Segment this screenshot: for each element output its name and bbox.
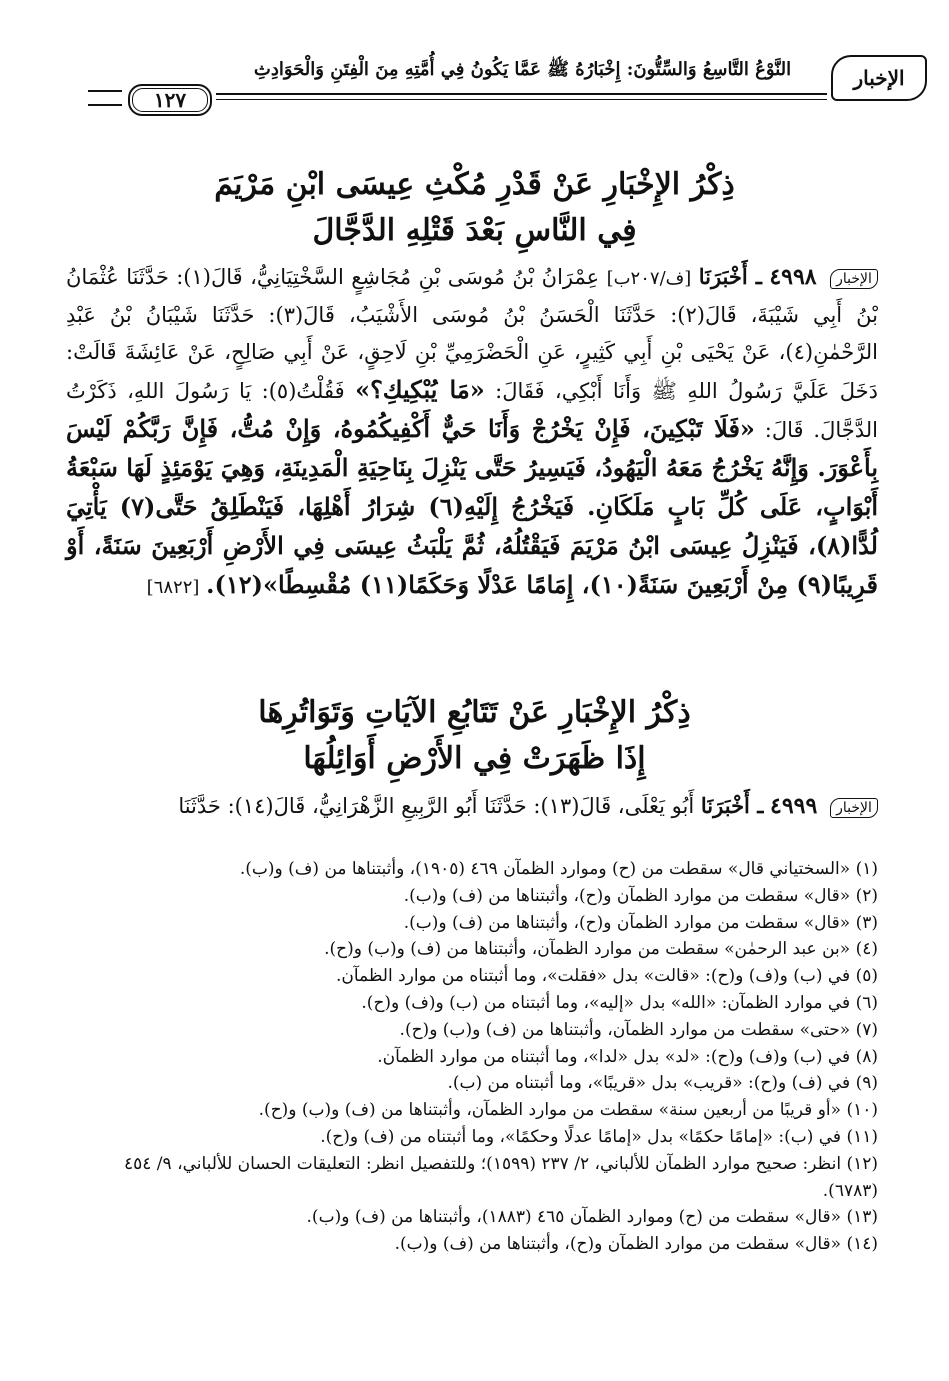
- footnotes: [66, 856, 878, 1258]
- footnote: (١٣) «قال» سقطت من (ح) وموارد الظمآن ٤٦٥ (١٨٨٣)، وأثبتناها من (ف) و(ب).: [306, 1207, 878, 1228]
- footnote: (١٢) انظر: صحيح موارد الظمآن للألباني، ٢/ ٢٣٧ (١٥٩٩)؛ وللتفصيل انظر: التعليقات الحسان للألباني، ٩/ ٤٥٤ (٦٧٨٣).: [123, 1153, 878, 1201]
- footnote: (٥) في (ب) و(ف) و(ح): «قالت» بدل «فقلت»، وما أثبتناه من موارد الظمآن.: [335, 966, 878, 987]
- footnote: (٩) في (ف) و(ح): «قريب» بدل «قريبًا»، وما أثبتناه من (ب).: [447, 1073, 878, 1094]
- matn-quote: «مَا يُبْكِيكِ؟»: [355, 375, 485, 404]
- footnote: (٨) في (ب) و(ف) و(ح): «لد» بدل «لدا»، وما أثبتناه من موارد الظمآن.: [377, 1046, 878, 1067]
- hadith-badge: الإخبار: [830, 798, 878, 818]
- footnote: (١٤) «قال» سقطت من موارد الظمآن و(ح)، وأثبتناها من (ف) و(ب).: [394, 1234, 878, 1255]
- hadith-ref: [٦٨٢٢]: [146, 577, 200, 598]
- page-number: ١٢٧: [128, 84, 212, 116]
- footnote: (٣) «قال» سقطت من موارد الظمآن و(ح)، وأثبتناها من (ف) و(ب).: [403, 912, 878, 933]
- header-rule: [216, 99, 827, 100]
- footnote: (١٠) «أو قريبًا من أربعين سنة» سقطت من موارد الظمآن، وأثبتناها من (ف) و(ب) و(ح).: [258, 1100, 878, 1121]
- hadith-text: [66, 258, 878, 606]
- hadith-badge: الإخبار: [830, 269, 878, 289]
- header-rule: [216, 93, 827, 95]
- isnad: أَبُو يَعْلَى، قَالَ(١٣): حَدَّثَنَا أَبُو الرَّبِيعِ الزَّهْرَانِيُّ، قَالَ(١٤): حَدَّثَنَا: [178, 794, 695, 818]
- heading-line: ذِكْرُ الإِخْبَارِ عَنْ قَدْرِ مُكْثِ عِيسَى ابْنِ مَرْيَمَ: [214, 167, 735, 202]
- footnote: (١) «السختياني قال» سقطت من (ح) وموارد الظمآن ٤٦٩ (١٩٠٥)، وأثبتناها من (ف) و(ب).: [239, 859, 878, 879]
- manuscript-ref: [ف/٢٠٧ب]: [606, 268, 692, 289]
- hadith-lead: ـ أَخْبَرَنَا: [700, 793, 764, 818]
- heading-line: فِي النَّاسِ بَعْدَ قَتْلِهِ الدَّجَّالَ: [312, 213, 637, 248]
- chapter-heading: [100, 162, 849, 254]
- heading-line: إِذَا ظَهَرَتْ فِي الأَرْضِ أَوَائِلُهَا: [303, 741, 646, 776]
- footnote: (٦) في موارد الظمآن: «الله» بدل «إليه»، وما أثبتناه من (ب) و(ف) و(ح).: [361, 992, 878, 1013]
- footnote: (٤) «بن عبد الرحمٰن» سقطت من موارد الظمآن، وأثبتناها من (ف) و(ب) و(ح).: [324, 939, 878, 960]
- hadith-number: ٤٩٩٩: [770, 793, 818, 819]
- section-badge: الإخبار: [831, 55, 927, 101]
- isnad: عِمْرَانُ بْنُ مُوسَى بْنِ مُجَاشِعٍ السَّخْتِيَانِيُّ، قَالَ(١): حَدَّثَنَا عُثْمَانُ بْنُ أَبِي شَيْبَةَ، قَالَ(٢): حَدَّثَنَا الْحَسَنُ بْنُ مُوسَى الأَشْيَبُ، قَالَ(٣): حَدَّثَنَا شَيْبَانُ بْنُ عَبْدِ الرَّحْمٰنِ(٤)، عَنْ يَحْيَى بْنِ أَبِي كَثِيرٍ، عَنِ الْحَضْرَمِيِّ بْنِ لَاحِقٍ، عَنْ أَبِي صَالِحٍ، عَنْ عَائِشَةَ قَالَتْ:: [66, 265, 878, 364]
- heading-line: ذِكْرُ الإِخْبَارِ عَنْ تَتَابُعِ الآيَاتِ وَتَوَاتُرِهَا: [258, 695, 691, 730]
- page-header: [88, 58, 927, 112]
- hadith-number: ٤٩٩٨: [769, 264, 817, 290]
- hadith-lead: ـ أَخْبَرَنَا: [698, 264, 762, 289]
- header-ornament: [88, 90, 122, 106]
- footnote: (٧) «حتى» سقطت من موارد الظمآن، وأثبتناها من (ف) و(ب) و(ح).: [399, 1019, 878, 1040]
- matn-quote: «فَلَا تَبْكِينَ، فَإِنْ يَخْرُجْ وَأَنَا حَيٌّ أَكْفِيكُمُوهُ، وَإِنْ مُتُّ، فَإِنَّ رَبَّكُمْ لَيْسَ بِأَعْوَرَ. وَإِنَّهُ يَخْرُجُ مَعَهُ الْيَهُودُ، فَيَسِيرُ حَتَّى يَنْزِلَ بِنَاحِيَةِ الْمَدِينَةِ، وَهِيَ يَوْمَئِذٍ لَهَا سَبْعَةُ أَبْوَابٍ، عَلَى كُلِّ بَابٍ مَلَكَانِ. فَيَخْرُجُ إِلَيْهِ(٦) شِرَارُ أَهْلِهَا، فَيَنْطَلِقُ حَتَّى(٧) يَأْتِيَ لُدًّا(٨)، فَيَنْزِلُ عِيسَى ابْنُ مَرْيَمَ فَيَقْتُلُهُ، ثُمَّ يَلْبَثُ عِيسَى فِي الأَرْضِ أَرْبَعِينَ سَنَةً، أَوْ قَرِيبًا(٩) مِنْ أَرْبَعِينَ سَنَةً(١٠)، إِمَامًا عَدْلًا وَحَكَمًا(١١) مُقْسِطًا»(١٢).: [66, 414, 878, 599]
- hadith-text: [66, 787, 878, 825]
- footnote: (١١) في (ب): «إمامًا حكمًا» بدل «إمامًا عدلًا وحكمًا»، وما أثبتناه من (ف) و(ح).: [320, 1126, 878, 1147]
- matn: دَخَلَ عَلَيَّ رَسُولُ اللهِ ﷺ وَأَنَا أَبْكِي، فَقَالَ:: [495, 379, 879, 403]
- matn: فَقُلْتُ(٥): يَا رَسُولَ اللهِ، ذَكَرْتُ الدَّجَّالَ. قَالَ:: [66, 379, 878, 442]
- chapter-heading: [100, 690, 849, 782]
- running-title: النَّوْعُ التَّاسِعُ وَالسِّتُّونَ: إِخْبَارُهُ ﷺ عَمَّا يَكُونُ فِي أُمَّتِهِ مِنَ الْفِتَنِ وَالْحَوَادِثِ: [253, 59, 792, 80]
- footnote: (٢) «قال» سقطت من موارد الظمآن و(ح)، وأثبتناها من (ف) و(ب).: [403, 885, 878, 906]
